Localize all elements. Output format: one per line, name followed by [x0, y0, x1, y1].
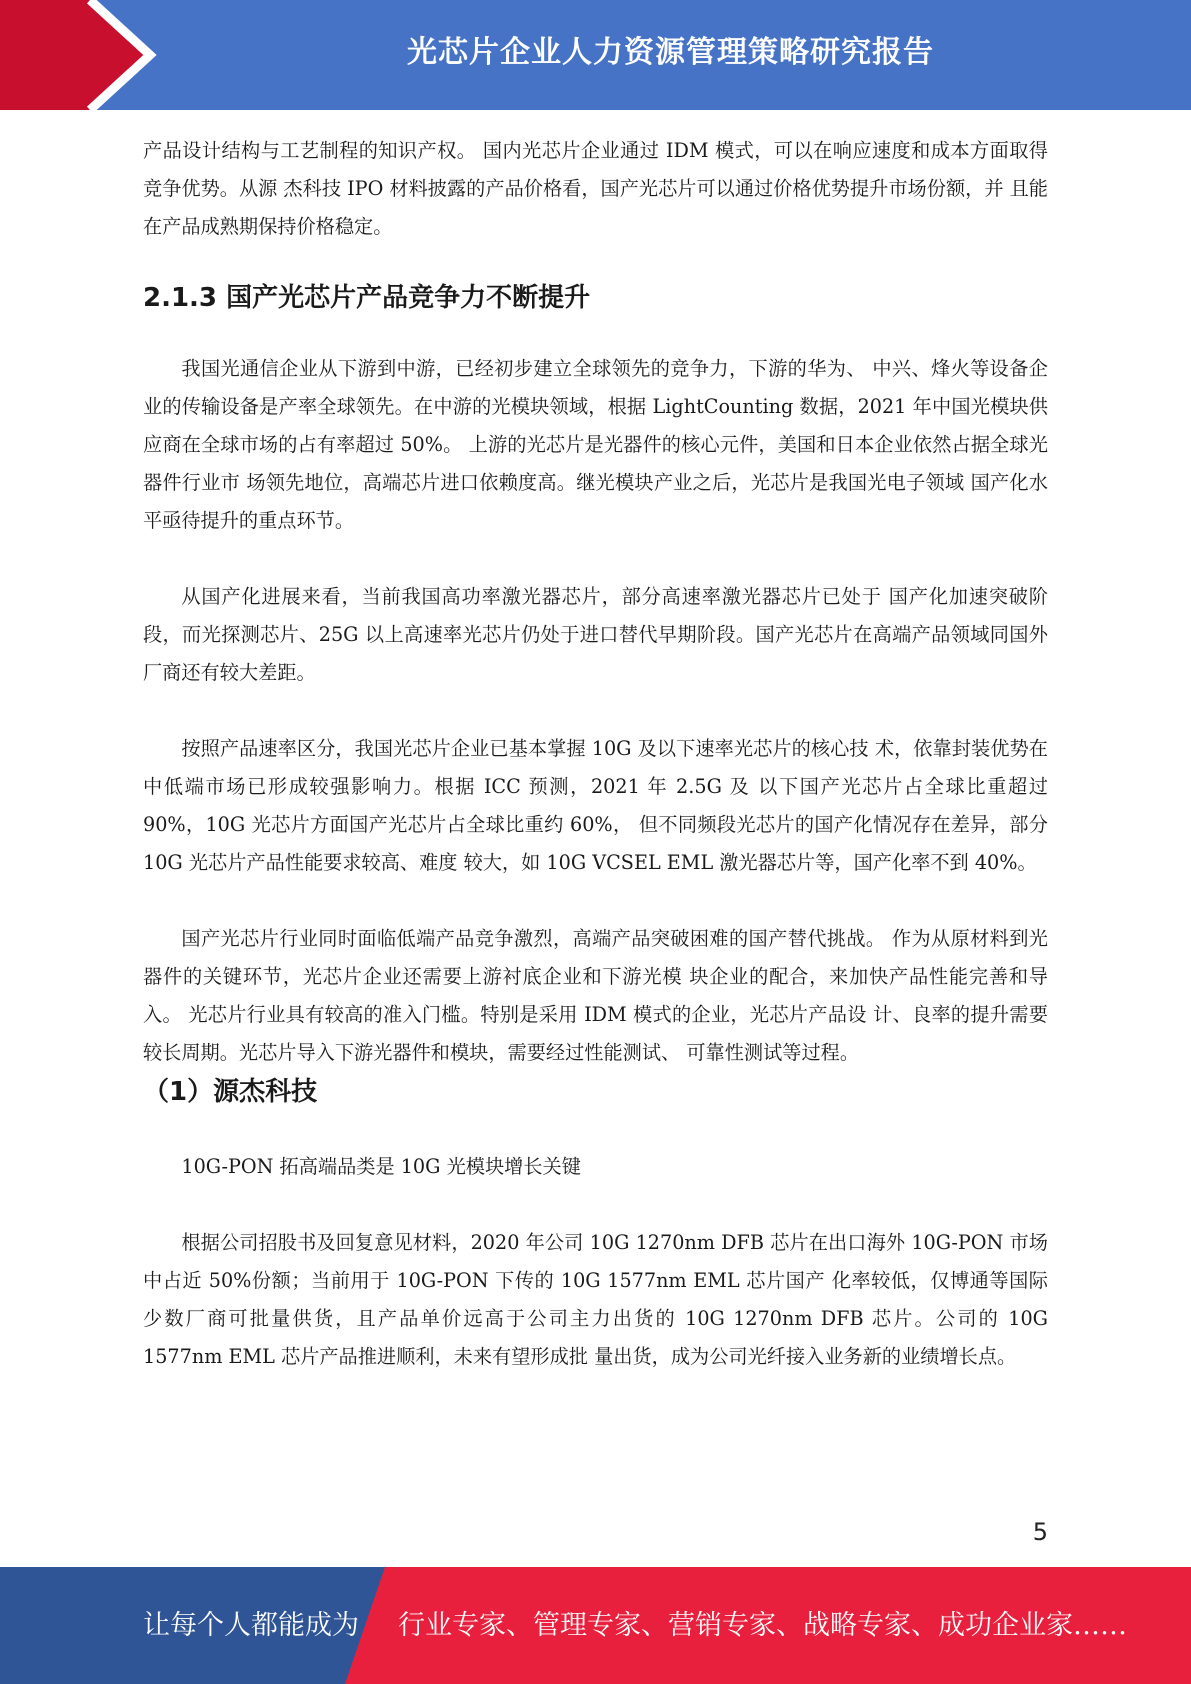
paragraph: 按照产品速率区分，我国光芯片企业已基本掌握 10G 及以下速率光芯片的核心技 术，依靠封装优势在中低端市场已形成较强影响力。根据 ICC 预测，2021 年 2.5G 及 以下国产光芯片占全球比重超过 90%，10G 光芯片方面国产光芯片占全球比重约 60%， 但不同频段光芯片的国产化情况存在差异，部分 10G 光芯片产品性能要求较高、难度 较大，如 10G VCSEL EML 激光器芯片等，国产化率不到 40%。: [143, 737, 1048, 874]
page-footer: [0, 1567, 1191, 1684]
section-heading: 2.1.3 国产光芯片产品竞争力不断提升: [143, 283, 591, 313]
paragraph: 我国光通信企业从下游到中游，已经初步建立全球领先的竞争力，下游的华为、 中兴、烽火等设备企业的传输设备是产率全球领先。在中游的光模块领域，根据 LightCounting 数据，2021 年中国光模块供应商在全球市场的占有率超过 50%。 上游的光芯片是光器件的核心元件，美国和日本企业依然占据全球光器件行业市 场领先地位，高端芯片进口依赖度高。继光模块产业之后，光芯片是我国光电子领域 国产化水平亟待提升的重点环节。: [143, 357, 1048, 532]
paragraph: 产品设计结构与工艺制程的知识产权。 国内光芯片企业通过 IDM 模式，可以在响应速度和成本方面取得竞争优势。从源 杰科技 IPO 材料披露的产品价格看，国产光芯片可以通过价格优势提升市场份额，并 且能在产品成熟期保持价格稳定。: [143, 139, 1048, 238]
page-number: 5: [1032, 1518, 1048, 1546]
header-arrow-decoration: [0, 0, 160, 110]
paragraph: 根据公司招股书及回复意见材料，2020 年公司 10G 1270nm DFB 芯片在出口海外 10G-PON 市场中占近 50%份额；当前用于 10G-PON 下传的 10G 1577nm EML 芯片国产 化率较低，仅博通等国际少数厂商可批量供货，且产品单价远高于公司主力出货的 10G 1270nm DFB 芯片。公司的 10G 1577nm EML 芯片产品推进顺利，未来有望形成批 量出货，成为公司光纤接入业务新的业绩增长点。: [143, 1231, 1048, 1368]
footer-slogan-left: 让每个人都能成为: [143, 1610, 359, 1641]
footer-slogan-right: 行业专家、管理专家、营销专家、战略专家、成功企业家……: [398, 1610, 1127, 1641]
paragraph: 国产光芯片行业同时面临低端产品竞争激烈，高端产品突破困难的国产替代挑战。 作为从原材料到光器件的关键环节，光芯片企业还需要上游衬底企业和下游光模 块企业的配合，来加快产品性能完善和导入。 光芯片行业具有较高的准入门槛。特别是采用 IDM 模式的企业，光芯片产品设 计、良率的提升需要较长周期。光芯片导入下游光器件和模块，需要经过性能测试、 可靠性测试等过程。: [143, 927, 1048, 1064]
subsection-heading: （1）源杰科技: [143, 1077, 318, 1107]
page-header: [0, 0, 1191, 110]
paragraph-subtitle: 10G-PON 拓高端品类是 10G 光模块增长关键: [181, 1155, 581, 1178]
paragraph: 从国产化进展来看，当前我国高功率激光器芯片，部分高速率激光器芯片已处于 国产化加速突破阶段，而光探测芯片、25G 以上高速率光芯片仍处于进口替代早期阶段。国产光芯片在高端产品领域同国外厂商还有较大差距。: [143, 585, 1048, 684]
report-title: 光芯片企业人力资源管理策略研究报告: [407, 35, 934, 70]
document-body: [143, 132, 1048, 1376]
